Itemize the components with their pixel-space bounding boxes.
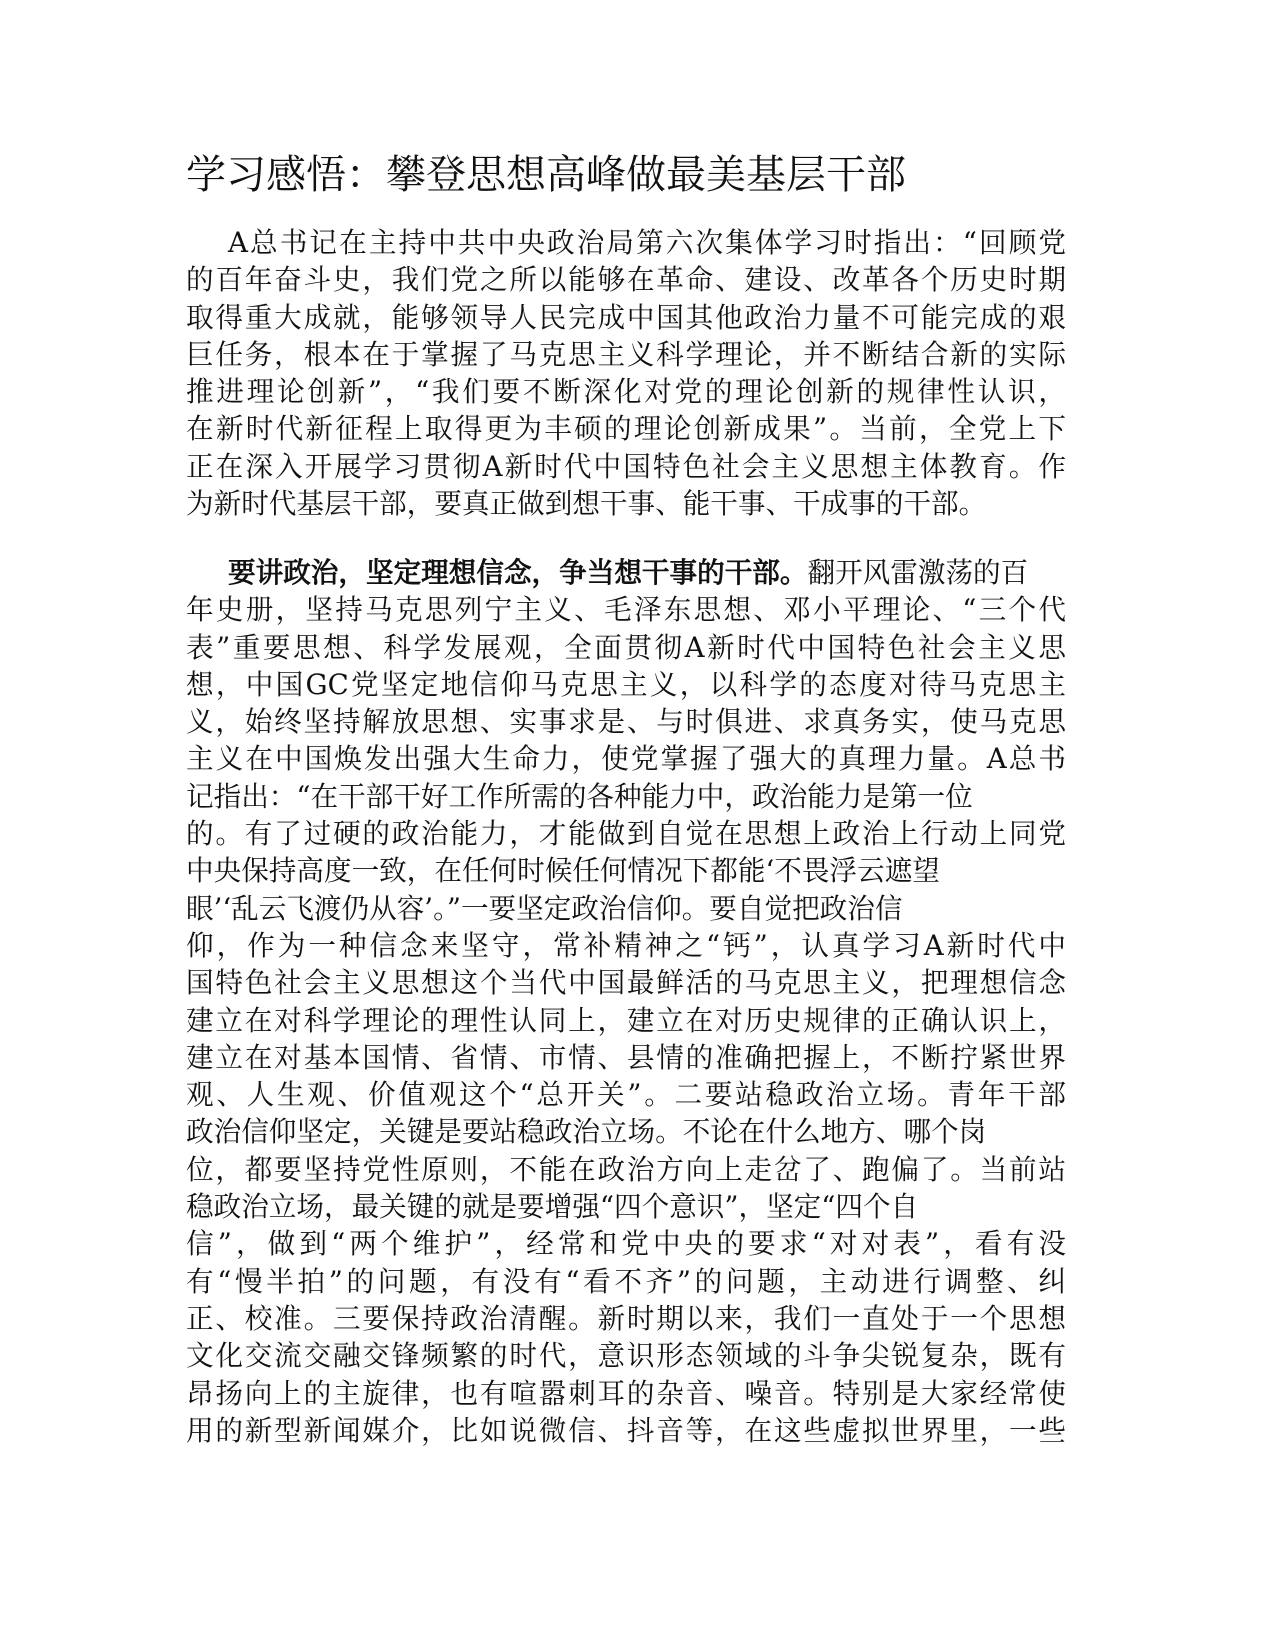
paragraph-line: 国特色社会主义思想这个当代中国最鲜活的马克思主义，把理想信念 bbox=[186, 966, 1066, 1000]
paragraph-line: 的百年奋斗史，我们党之所以能够在革命、建设、改革各个历史时期 bbox=[186, 263, 1066, 297]
paragraph-line: 正在深入开展学习贯彻A新时代中国特色社会主义思想主体教育。作 bbox=[186, 449, 1066, 483]
paragraph-line: 建立在对基本国情、省情、市情、县情的准确把握上，不断拧紧世界 bbox=[186, 1040, 1066, 1074]
paragraph-line: 巨任务，根本在于掌握了马克思主义科学理论，并不断结合新的实际 bbox=[186, 337, 1066, 371]
paragraph-line: 昂扬向上的主旋律，也有喧嚣刺耳的杂音、噪音。特别是大家经常使 bbox=[186, 1376, 1066, 1410]
paragraph-first-line-text: 翻开风雷激荡的百 bbox=[807, 556, 1029, 589]
paragraph-line: 在新时代新征程上取得更为丰硕的理论创新成果”。当前，全党上下 bbox=[186, 412, 1066, 446]
paragraph-line: 想，中国GC党坚定地信仰马克思主义，以科学的态度对待马克思主 bbox=[186, 667, 1066, 701]
paragraph-line: 政治信仰坚定，关键是要站稳政治立场。不论在什么地方、哪个岗 bbox=[186, 1115, 987, 1149]
paragraph-line: 为新时代基层干部，要真正做到想干事、能干事、干成事的干部。 bbox=[186, 487, 987, 521]
paragraph-line: 的。有了过硬的政治能力，才能做到自觉在思想上政治上行动上同党 bbox=[186, 817, 1066, 851]
paragraph-line: 年史册，坚持马克思列宁主义、毛泽东思想、邓小平理论、“三个代 bbox=[186, 593, 1066, 627]
paragraph-line: 义，始终坚持解放思想、实事求是、与时俱进、求真务实，使马克思 bbox=[186, 705, 1066, 739]
paragraph-politics bbox=[186, 554, 1066, 1449]
paragraph-line: 文化交流交融交锋频繁的时代，意识形态领域的斗争尖锐复杂，既有 bbox=[186, 1339, 1066, 1373]
paragraph-line: 推进理论创新”，“我们要不断深化对党的理论创新的规律性认识， bbox=[186, 375, 1066, 409]
paragraph-line: 表”重要思想、科学发展观，全面贯彻A新时代中国特色社会主义思 bbox=[186, 630, 1066, 664]
document-title: 学习感悟：攀登思想高峰做最美基层干部 bbox=[186, 152, 906, 198]
paragraph-line: 取得重大成就，能够领导人民完成中国其他政治力量不可能完成的艰 bbox=[186, 300, 1066, 334]
paragraph-line: 信”，做到“两个维护”，经常和党中央的要求“对对表”，看有没 bbox=[186, 1227, 1066, 1261]
paragraph-line: 位，都要坚持党性原则，不能在政治方向上走岔了、跑偏了。当前站 bbox=[186, 1152, 1066, 1186]
paragraph-line: 有“慢半拍”的问题，有没有“看不齐”的问题，主动进行调整、纠 bbox=[186, 1264, 1066, 1298]
paragraph-first-line bbox=[186, 554, 1066, 591]
paragraph-intro bbox=[186, 224, 1066, 522]
paragraph-line: 主义在中国焕发出强大生命力，使党掌握了强大的真理力量。A总书 bbox=[186, 742, 1066, 776]
paragraph-line: 稳政治立场，最关键的就是要增强“四个意识”，坚定“四个自 bbox=[186, 1190, 919, 1224]
paragraph-lead-heading: 要讲政治，坚定理想信念，争当想干事的干部。 bbox=[228, 556, 808, 589]
paragraph-line: 用的新型新闻媒介，比如说微信、抖音等，在这些虚拟世界里，一些 bbox=[186, 1413, 1066, 1447]
paragraph-line: A总书记在主持中共中央政治局第六次集体学习时指出：“回顾党 bbox=[228, 226, 1066, 259]
paragraph-line: 仰，作为一种信念来坚守，常补精神之“钙”，认真学习A新时代中 bbox=[186, 928, 1066, 962]
paragraph-line: 建立在对科学理论的理性认同上，建立在对历史规律的正确认识上， bbox=[186, 1003, 1066, 1037]
paragraph-line: 中央保持高度一致，在任何时候任何情况下都能‘不畏浮云遮望 bbox=[186, 854, 940, 888]
paragraph-line: 观、人生观、价值观这个“总开关”。二要站稳政治立场。青年干部 bbox=[186, 1078, 1066, 1112]
paragraph-line: 记指出：“在干部干好工作所需的各种能力中，政治能力是第一位 bbox=[186, 779, 973, 813]
paragraph-line: 眼’‘乱云飞渡仍从容’。”一要坚定政治信仰。要自觉把政治信 bbox=[186, 891, 903, 925]
paragraph-line: 正、校准。三要保持政治清醒。新时期以来，我们一直处于一个思想 bbox=[186, 1301, 1066, 1335]
